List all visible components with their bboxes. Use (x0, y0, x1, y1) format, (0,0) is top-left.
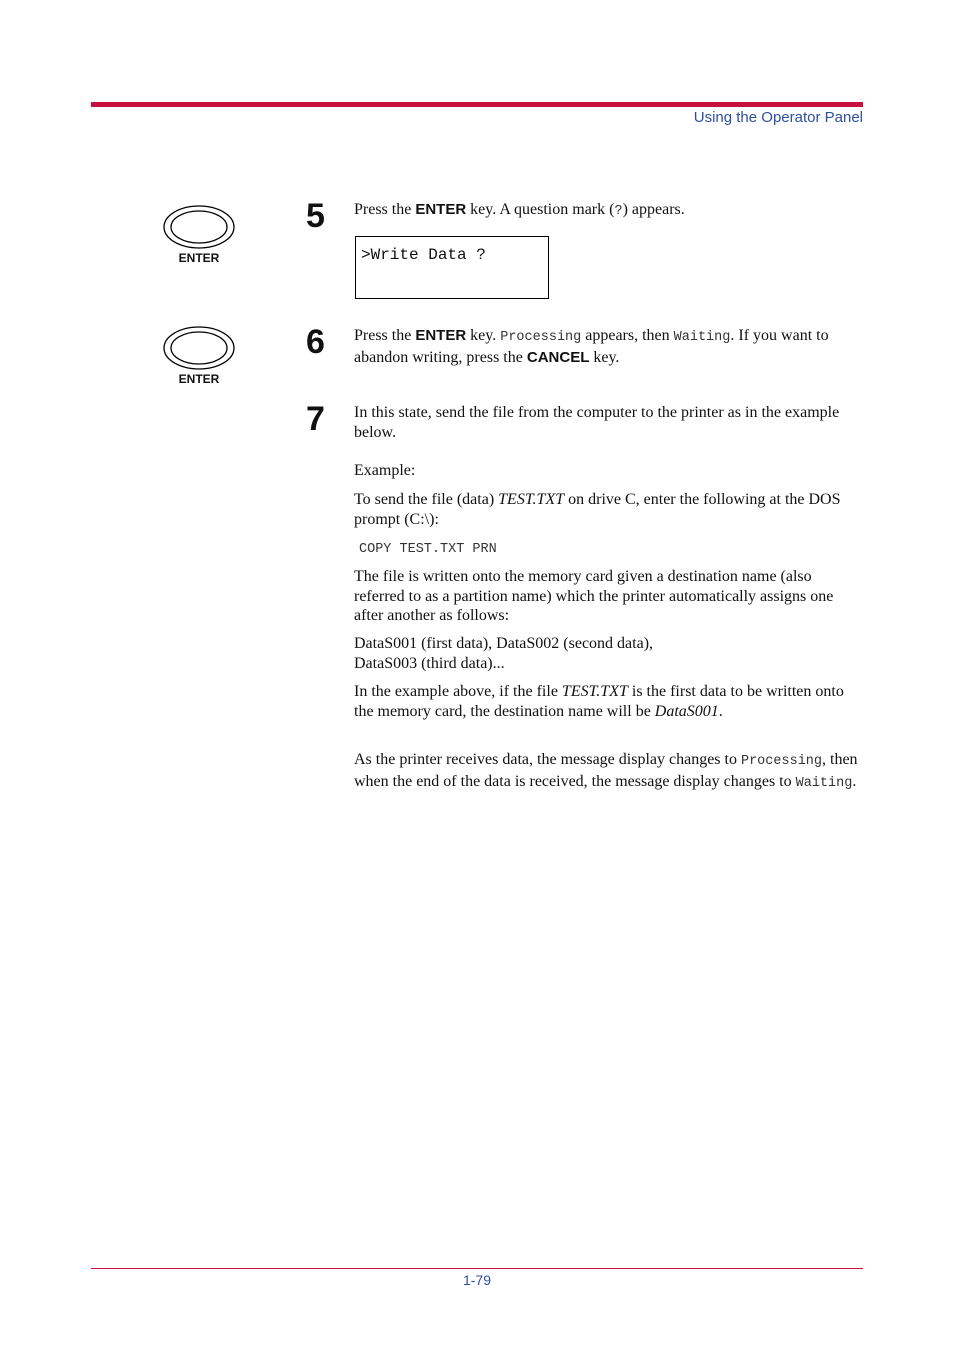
example-paragraph: To send the file (data) TEST.TXT on drive C, enter the following at the DOS prompt (C:\): (354, 491, 841, 528)
destination-paragraph: The file is written onto the memory card given a destination name (also referred to as a partition name) which the printer automatically assigns one after another as follows: (354, 568, 834, 624)
enter-key-illustration (163, 326, 235, 386)
step-6-text: Press the ENTER key. Processing appears, then Waiting. If you want to abandon writing, press the CANCEL key. (354, 327, 829, 366)
example-result-paragraph: In the example above, if the file TEST.TXT is the first data to be written onto the memory card, the destination name will be DataS001. (354, 683, 844, 720)
step-5-text: Press the ENTER key. A question mark (?) appears. (354, 201, 685, 219)
key-name: CANCEL (526, 348, 590, 366)
enter-key-label: ENTER (178, 372, 220, 386)
step-number: 7 (306, 400, 325, 438)
header-rule (91, 102, 863, 107)
key-name: ENTER (415, 201, 467, 218)
key-name: ENTER (415, 327, 467, 344)
enter-key-icon (163, 326, 235, 370)
dos-command: COPY TEST.TXT PRN (359, 542, 497, 557)
running-header: Using the Operator Panel (693, 109, 863, 126)
step-7-intro: In this state, send the file from the computer to the printer as in the example below. (354, 404, 840, 441)
footer-rule (91, 1268, 863, 1269)
step-number: 6 (306, 323, 325, 361)
partition-names: DataS001 (first data), DataS002 (second data), DataS003 (third data)... (354, 635, 654, 672)
message-display (355, 236, 549, 299)
display-text: >Write Data ? (361, 246, 486, 264)
display-change-paragraph: As the printer receives data, the message display changes to Processing, then when the end of the data is received, the message display changes to Waiting. (354, 751, 858, 791)
enter-key-icon (163, 205, 235, 249)
page-number: 1-79 (462, 1272, 492, 1288)
enter-key-illustration (163, 205, 235, 265)
step-number: 5 (306, 197, 325, 235)
enter-key-label: ENTER (178, 251, 220, 265)
example-label: Example: (354, 462, 416, 479)
